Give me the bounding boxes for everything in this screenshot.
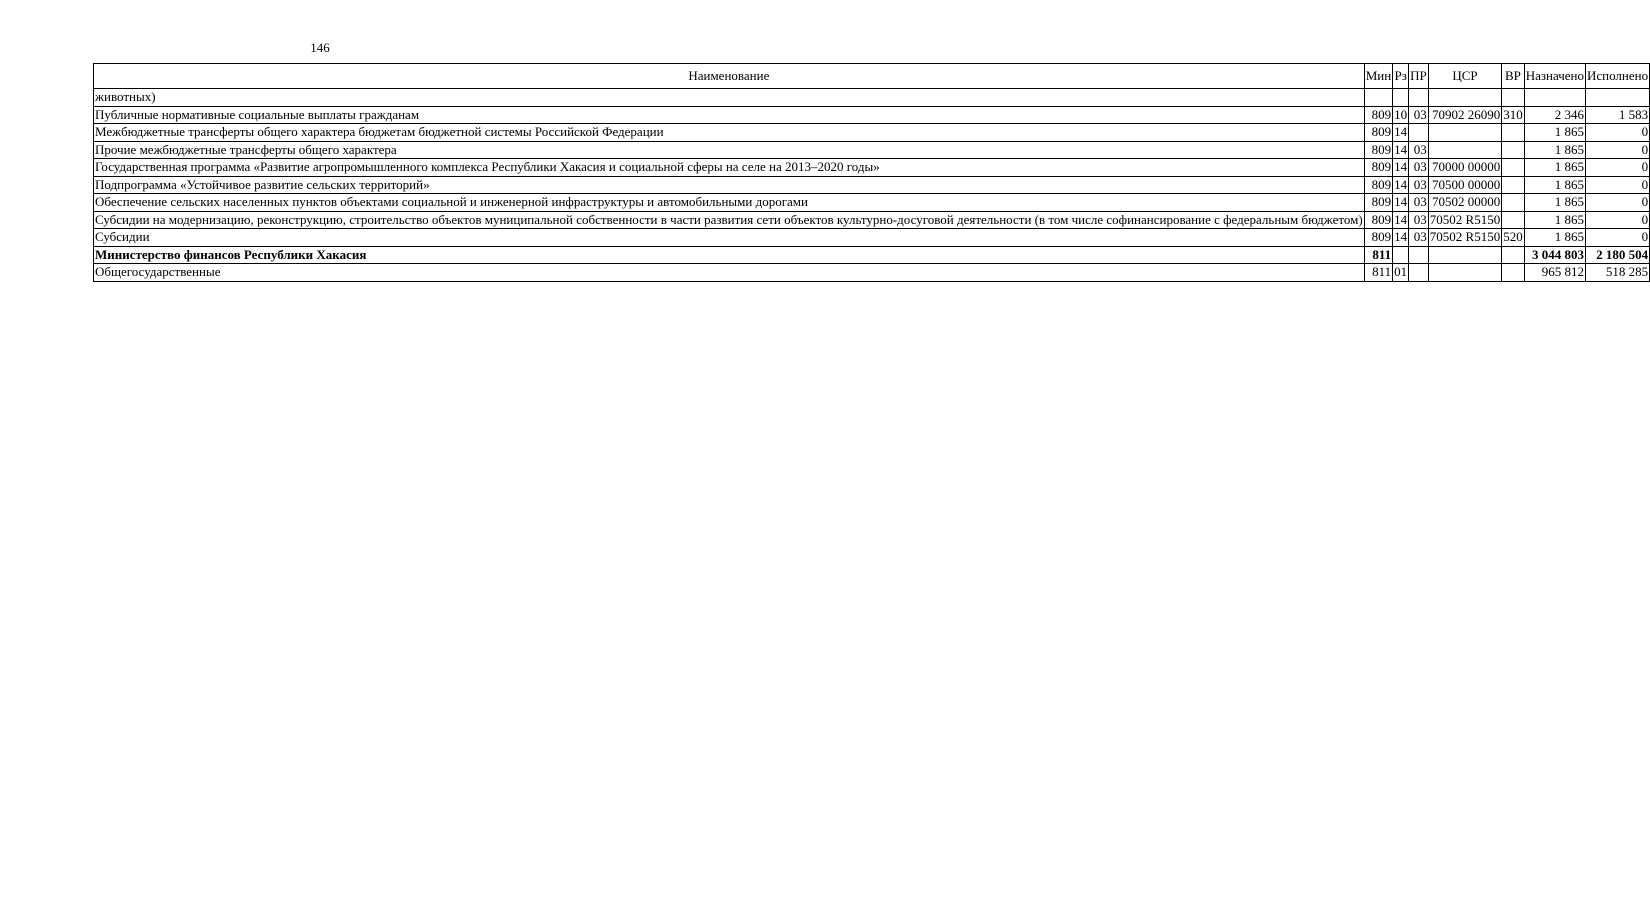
- cell-executed: 518 285: [1585, 264, 1649, 282]
- cell-assigned: 1 865: [1524, 194, 1585, 212]
- cell-executed: 0: [1585, 229, 1649, 247]
- header-name: Наименование: [94, 64, 1365, 89]
- table-row: [94, 159, 1650, 177]
- table-row: [94, 106, 1650, 124]
- cell-name: Субсидии: [94, 229, 1365, 247]
- cell-assigned: [1524, 89, 1585, 107]
- cell-assigned: 1 865: [1524, 211, 1585, 229]
- cell-name: Общегосударственные: [94, 264, 1365, 282]
- cell-csr: 70000 00000: [1428, 159, 1501, 177]
- cell-csr: 70502 00000: [1428, 194, 1501, 212]
- cell-min: 809: [1364, 159, 1392, 177]
- table-row: [94, 124, 1650, 142]
- cell-vr: [1502, 211, 1525, 229]
- cell-assigned: 1 865: [1524, 229, 1585, 247]
- cell-pr: [1409, 124, 1429, 142]
- cell-csr: [1428, 141, 1501, 159]
- cell-executed: 0: [1585, 159, 1649, 177]
- cell-name: Обеспечение сельских населенных пунктов объектами социальной и инженерной инфраструктуры и автомобильными дорогами: [94, 194, 1365, 212]
- cell-assigned: 3 044 803: [1524, 246, 1585, 264]
- cell-rz: 14: [1394, 176, 1408, 192]
- cell-vr: [1502, 246, 1525, 264]
- cell-name: Подпрограмма «Устойчивое развитие сельских территорий»: [94, 176, 1365, 194]
- cell-vr: [1502, 159, 1525, 177]
- cell-name: Государственная программа «Развитие агропромышленного комплекса Республики Хакасия и социальной сферы на селе на 2013–2020 годы»: [94, 159, 1365, 177]
- cell-min: 809: [1364, 194, 1392, 212]
- cell-min: 809: [1364, 106, 1392, 124]
- cell-rz: 10: [1394, 106, 1408, 122]
- table-row: [94, 194, 1650, 212]
- cell-csr: [1428, 264, 1501, 282]
- cell-name: животных): [94, 89, 1365, 107]
- cell-csr: 70502 R5150: [1429, 229, 1501, 244]
- cell-assigned: 1 865: [1524, 176, 1585, 194]
- cell-csr: 70502 R5150: [1429, 211, 1501, 227]
- cell-rz: [1393, 89, 1409, 107]
- header-executed: Исполнено: [1585, 64, 1649, 89]
- cell-rz: 14: [1394, 159, 1408, 174]
- cell-min: 809: [1364, 229, 1392, 247]
- cell-executed: 1 583: [1585, 106, 1649, 124]
- cell-min: 809: [1364, 176, 1392, 194]
- cell-vr: [1502, 89, 1525, 107]
- cell-pr: 03: [1409, 194, 1429, 212]
- cell-executed: 0: [1585, 176, 1649, 194]
- cell-min: 811: [1364, 246, 1392, 264]
- cell-pr: 03: [1409, 176, 1429, 194]
- cell-assigned: 965 812: [1524, 264, 1585, 282]
- cell-min: 809: [1364, 124, 1392, 142]
- cell-pr: 03: [1409, 229, 1429, 247]
- cell-vr: [1502, 264, 1525, 282]
- cell-vr: [1502, 194, 1525, 212]
- cell-rz: 14: [1394, 194, 1408, 209]
- cell-executed: 2 180 504: [1585, 246, 1649, 264]
- cell-csr: [1428, 246, 1501, 264]
- table-header-row: [94, 64, 1650, 89]
- cell-rz: 01: [1394, 264, 1408, 279]
- cell-csr: [1428, 89, 1501, 107]
- header-pr: ПР: [1409, 64, 1429, 89]
- cell-name: Субсидии на модернизацию, реконструкцию, строительство объектов муниципальной собственности в части развития сети объектов культурно-досуговой деятельности (в том числе софинансирование с федеральным бюджетом): [95, 211, 1363, 227]
- cell-vr: 310: [1503, 106, 1523, 122]
- cell-assigned: 1 865: [1524, 124, 1585, 142]
- cell-vr: [1502, 176, 1525, 194]
- cell-name: Межбюджетные трансферты общего характера бюджетам бюджетной системы Российской Федерации: [94, 124, 1365, 142]
- cell-min: 809: [1364, 211, 1392, 229]
- cell-rz: 14: [1394, 124, 1408, 139]
- cell-csr: [1428, 124, 1501, 142]
- table-row: [94, 211, 1650, 229]
- table-row: [94, 89, 1650, 107]
- page-number: 146: [310, 40, 330, 55]
- budget-table: [93, 63, 1650, 282]
- cell-name: Прочие межбюджетные трансферты общего характера: [94, 141, 1365, 159]
- cell-min: 809: [1364, 141, 1392, 159]
- cell-rz: 14: [1394, 211, 1408, 227]
- header-assigned: Назначено: [1524, 64, 1585, 89]
- cell-name: Министерство финансов Республики Хакасия: [94, 246, 1365, 264]
- header-min: Мин: [1364, 64, 1392, 89]
- cell-pr: 03: [1409, 211, 1429, 229]
- cell-pr: [1409, 264, 1429, 282]
- cell-rz: [1393, 246, 1409, 264]
- cell-csr: 70902 26090: [1428, 106, 1501, 124]
- table-row: [94, 141, 1650, 159]
- cell-assigned: 2 346: [1524, 106, 1585, 124]
- cell-executed: [1585, 89, 1649, 107]
- cell-pr: [1409, 246, 1429, 264]
- header-rz: Рз: [1393, 64, 1409, 89]
- header-vr: ВР: [1502, 64, 1525, 89]
- cell-min: 811: [1364, 264, 1392, 282]
- table-row: [94, 264, 1650, 282]
- cell-assigned: 1 865: [1524, 159, 1585, 177]
- cell-executed: 0: [1585, 124, 1649, 142]
- cell-vr: 520: [1503, 229, 1523, 244]
- cell-pr: 03: [1409, 141, 1429, 159]
- cell-executed: 0: [1585, 211, 1649, 229]
- cell-rz: 14: [1394, 229, 1408, 244]
- cell-min: [1364, 89, 1392, 107]
- header-csr: ЦСР: [1428, 64, 1501, 89]
- cell-executed: 0: [1585, 141, 1649, 159]
- cell-executed: 0: [1585, 194, 1649, 212]
- cell-vr: [1502, 124, 1525, 142]
- table-row: [94, 229, 1650, 247]
- cell-pr: 03: [1409, 106, 1429, 124]
- cell-pr: [1409, 89, 1429, 107]
- cell-name: Публичные нормативные социальные выплаты гражданам: [94, 106, 1365, 124]
- cell-rz: 14: [1394, 141, 1408, 157]
- cell-vr: [1502, 141, 1525, 159]
- cell-csr: 70500 00000: [1428, 176, 1501, 194]
- cell-assigned: 1 865: [1524, 141, 1585, 159]
- table-row: [94, 176, 1650, 194]
- cell-pr: 03: [1409, 159, 1429, 177]
- table-body: [94, 89, 1650, 282]
- table-row: [94, 246, 1650, 264]
